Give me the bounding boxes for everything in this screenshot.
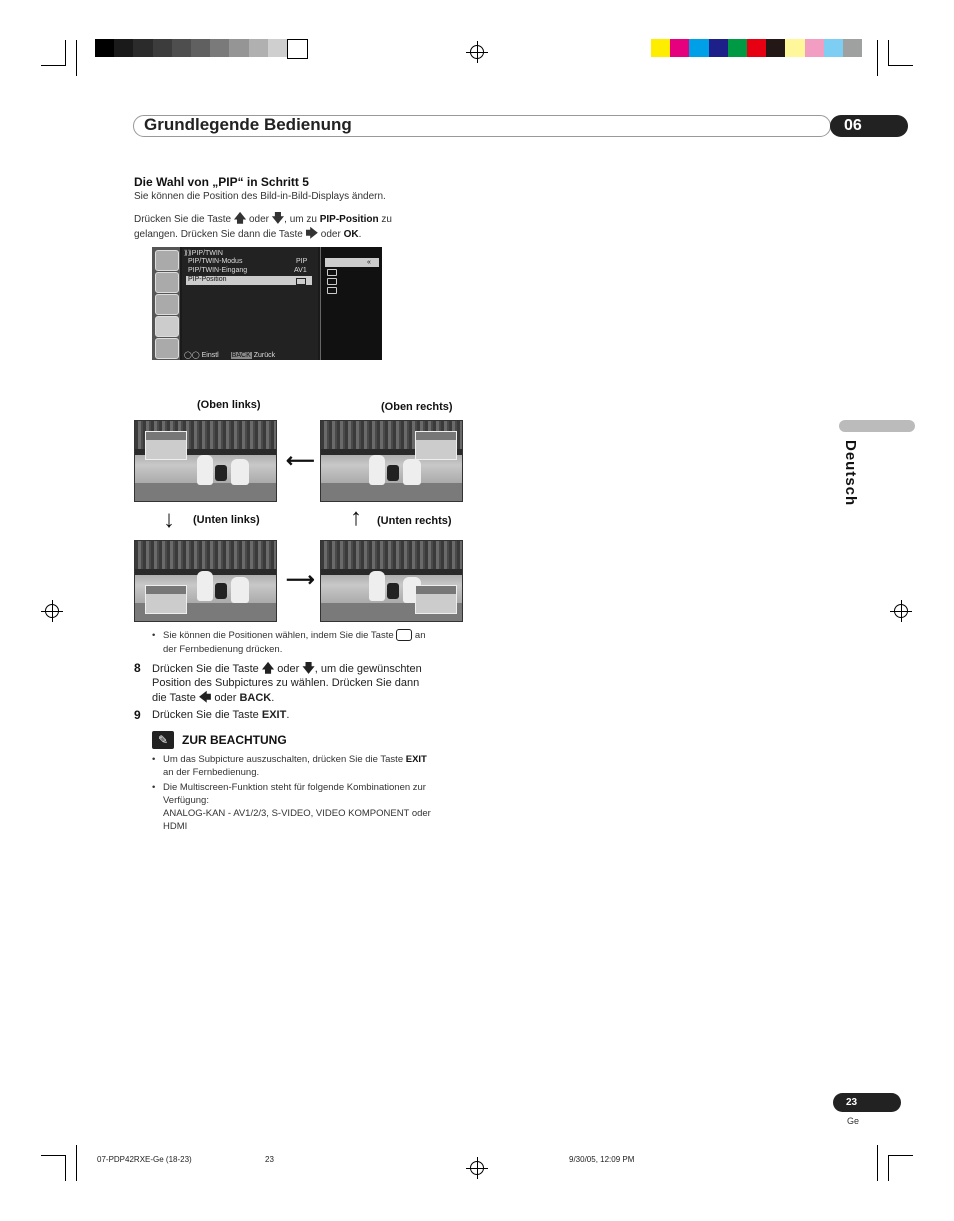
language-code: Ge	[847, 1116, 860, 1126]
note-bullet-1-cont: an der Fernbedienung.	[163, 767, 260, 778]
caption-top-left: (Oben links)	[197, 399, 261, 411]
menu-row-label[interactable]: PIP/TWIN-Eingang	[188, 267, 248, 274]
text: Einstl	[201, 352, 219, 359]
caption-bottom-right: (Unten rechts)	[377, 515, 452, 527]
text: Drücken Sie die Taste	[152, 663, 259, 675]
menu-title	[184, 249, 223, 257]
crop-mark	[889, 1155, 913, 1156]
gray-swatch	[153, 39, 172, 57]
color-swatch	[670, 39, 689, 57]
note-bullet-1	[163, 753, 427, 766]
pip-bottom-right-image	[320, 540, 463, 622]
intro-text: Sie können die Position des Bild-in-Bild-Displays ändern.	[134, 191, 386, 202]
bullet-dot: •	[152, 782, 156, 793]
crop-mark	[65, 40, 66, 66]
ok-label: OK	[343, 229, 359, 240]
gray-swatch	[249, 39, 268, 57]
color-swatch	[766, 39, 785, 57]
step-number: 8	[134, 661, 141, 675]
setup-icon	[155, 250, 179, 271]
footer-datetime: 9/30/05, 12:09 PM	[569, 1155, 635, 1164]
chapter-badge: 06	[830, 115, 908, 137]
step-9-text	[152, 708, 289, 723]
color-swatch	[689, 39, 708, 57]
arrow-down-icon: ↓	[163, 506, 175, 533]
back-label: BACK	[239, 692, 272, 704]
exit-label: EXIT	[405, 754, 427, 765]
text: oder	[277, 663, 300, 675]
bullet-dot: •	[152, 630, 156, 641]
text: , um zu	[284, 214, 317, 225]
text: .	[286, 709, 290, 721]
pip-top-left-image	[134, 420, 277, 502]
crop-mark	[888, 1155, 889, 1181]
crop-mark	[76, 1145, 77, 1181]
pip-top-right-image	[320, 420, 463, 502]
gray-swatch	[268, 39, 287, 57]
note-bullet-2-line-3: ANALOG-KAN - AV1/2/3, S-VIDEO, VIDEO KOMPONENT oder	[163, 808, 431, 819]
crop-mark	[65, 1155, 66, 1181]
position-bottom-left-icon	[327, 278, 337, 285]
gray-swatch	[172, 39, 191, 57]
color-swatch	[785, 39, 804, 57]
footer-file: 07-PDP42RXE-Ge (18-23)	[97, 1155, 192, 1164]
arrow-left-icon: 🡄	[198, 690, 212, 704]
color-swatch	[824, 39, 843, 57]
section-heading: Die Wahl von „PIP“ in Schritt 5	[134, 175, 309, 189]
registration-mark-icon	[466, 41, 488, 63]
menu-icon-column	[152, 247, 180, 360]
pip-position-label: PIP-Position	[319, 214, 379, 225]
color-swatch	[651, 39, 670, 57]
menu-title-arrows-icon: ⟫⟫	[184, 250, 192, 257]
menu-footer	[184, 351, 275, 359]
text: Sie können die Positionen wählen, indem Sie die Taste	[163, 630, 394, 641]
position-top-left-icon	[327, 260, 337, 267]
picture-icon	[155, 272, 179, 293]
crop-mark	[41, 65, 65, 66]
arrow-left-icon: ⟵	[286, 450, 315, 472]
timer-icon	[155, 338, 179, 359]
menu-row-value: AV1	[294, 267, 307, 274]
position-bottom-right-icon	[327, 287, 337, 294]
arrow-up-icon: 🡅	[261, 661, 275, 675]
crop-mark	[889, 65, 913, 66]
page-number: 23	[833, 1093, 901, 1112]
gray-swatch	[95, 39, 114, 57]
registration-mark-icon	[466, 1157, 488, 1179]
exit-label: EXIT	[261, 709, 287, 721]
position-top-right-icon	[327, 269, 337, 276]
gray-swatch	[114, 39, 133, 57]
step-8-line-3	[152, 690, 274, 706]
arrow-down-icon: 🡇	[302, 661, 315, 675]
step-8-line-2: Position des Subpictures zu wählen. Drücken Sie dann	[152, 677, 420, 689]
text: oder	[320, 229, 341, 240]
arrow-right-icon: ⟶	[286, 569, 315, 591]
color-swatch	[843, 39, 862, 57]
color-swatch	[728, 39, 747, 57]
text: oder	[249, 214, 270, 225]
arrow-up-icon: ↑	[350, 504, 362, 531]
note-title: ZUR BEACHTUNG	[182, 733, 287, 747]
menu-sub-panel	[320, 247, 382, 360]
registration-mark-icon	[41, 600, 63, 622]
gray-swatch	[133, 39, 152, 57]
caption-top-right: (Oben rechts)	[381, 401, 453, 413]
arrow-down-icon: 🡇	[271, 211, 285, 225]
crop-mark	[877, 40, 878, 76]
text: Drücken Sie die Taste	[152, 709, 259, 721]
caption-bottom-left: (Unten links)	[193, 514, 260, 526]
note-bullet-2-line-1: Die Multiscreen-Funktion steht für folgende Kombinationen zur	[163, 782, 426, 793]
gray-swatch	[210, 39, 229, 57]
text: Um das Subpicture auszuschalten, drücken Sie die Taste	[163, 754, 404, 765]
arrow-right-icon: 🡆	[305, 226, 319, 240]
step-8-line-1	[152, 661, 422, 677]
text: Drücken Sie die Taste	[134, 214, 232, 225]
page-title: Grundlegende Bedienung	[144, 115, 352, 134]
color-swatch	[805, 39, 824, 57]
text: zu	[381, 214, 392, 225]
footer-page: 23	[265, 1155, 274, 1164]
pip-button-icon	[396, 629, 412, 641]
note-bullet-2-line-4: HDMI	[163, 821, 188, 832]
sub-marker: «	[367, 259, 371, 266]
instruction-line-2	[134, 224, 361, 245]
text: , um die gewünschten	[314, 663, 422, 675]
text: die Taste	[152, 692, 196, 704]
text: an	[414, 630, 426, 641]
gray-swatch	[191, 39, 210, 57]
crop-mark	[877, 1145, 878, 1181]
note-pencil-icon: ✎	[152, 731, 174, 749]
position-icon	[296, 278, 306, 285]
menu-row-label[interactable]: PIP-Position	[188, 276, 227, 283]
language-label: Deutsch	[842, 440, 859, 507]
text: .	[358, 229, 362, 240]
text: gelangen. Drücken Sie dann die Taste	[134, 229, 303, 240]
crop-mark	[76, 40, 77, 76]
pip-bottom-left-image	[134, 540, 277, 622]
text: Zurück	[253, 352, 276, 359]
bullet-text	[163, 629, 425, 642]
crop-mark	[888, 40, 889, 66]
registration-mark-icon	[890, 600, 912, 622]
bullet-text: der Fernbedienung drücken.	[163, 644, 283, 655]
color-swatch	[747, 39, 766, 57]
text: PIP/TWIN	[191, 250, 223, 257]
crop-mark	[41, 1155, 65, 1156]
option-icon	[155, 316, 179, 337]
text: .	[271, 692, 275, 704]
note-bullet-2-line-2: Verfügung:	[163, 795, 209, 806]
text: oder	[214, 692, 237, 704]
enter-icon: ◯◯	[184, 352, 200, 359]
color-swatch	[709, 39, 728, 57]
osd-menu	[152, 247, 381, 360]
bullet-dot: •	[152, 754, 156, 765]
menu-row-label[interactable]: PIP/TWIN-Modus	[188, 258, 243, 265]
gray-swatch	[229, 39, 248, 57]
back-key-icon: BACK	[231, 352, 251, 359]
language-tab	[839, 420, 915, 432]
menu-row-value: PIP	[296, 258, 308, 265]
sound-icon	[155, 294, 179, 315]
gray-swatch	[287, 39, 308, 59]
arrow-up-icon: 🡅	[233, 211, 247, 225]
step-number: 9	[134, 708, 141, 722]
